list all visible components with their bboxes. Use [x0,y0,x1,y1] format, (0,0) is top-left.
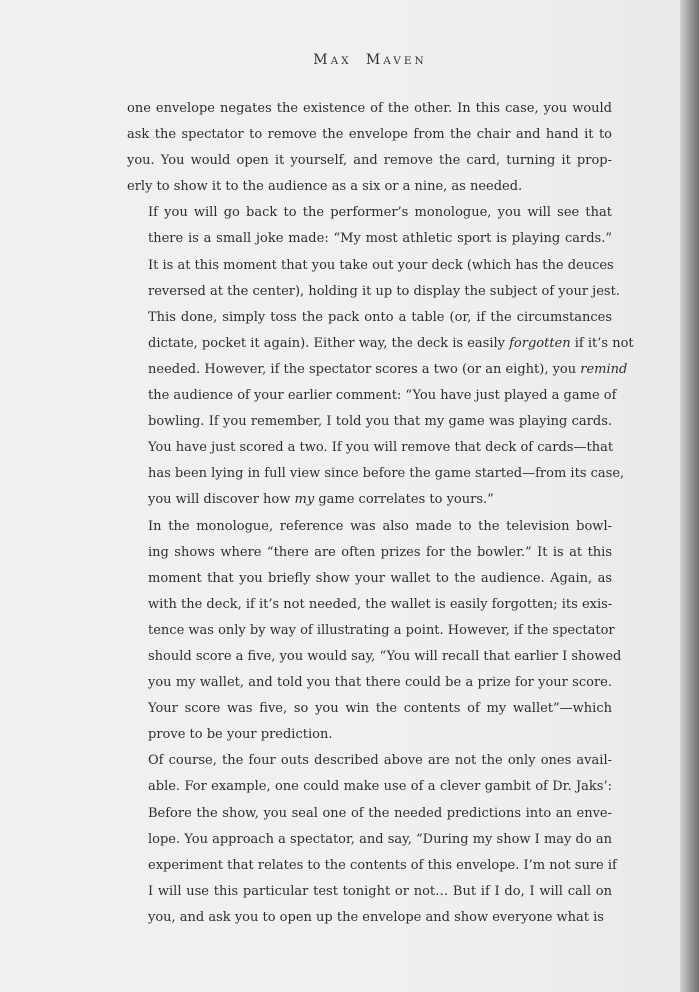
text-line [127,801,612,827]
text-segment: if it’s not [570,335,634,351]
text-segment: lope. You approach a spectator, and say, “During my show I may do an [148,831,612,847]
text-line [127,514,612,540]
text-line [127,331,634,357]
text-segment: the audience of your earlier comment: “You have just played a game of [148,388,617,404]
text-line [127,357,628,383]
text-line [127,644,622,670]
paragraph [127,96,612,200]
text-segment: you will discover how [148,492,295,508]
text-segment: ask the spectator to remove the envelope from the chair and hand it to [127,127,612,143]
text-line [127,827,612,853]
text-line [127,566,612,592]
text-segment: should score a five, you would say, “You will recall that earlier I showed [148,648,622,664]
text-segment: Your score was five, so you win the contents of my wallet”—which [148,701,612,717]
text-line [127,409,612,435]
page-edge-shadow [680,0,699,992]
paragraph [127,514,622,749]
text-segment: prove to be your prediction. [148,727,333,743]
text-segment: You have just scored a two. If you will remove that deck of cards—that [148,440,614,456]
text-segment: with the deck, if it’s not needed, the wallet is easily forgotten; its exis- [148,596,613,612]
body-text [127,96,634,931]
text-line [127,879,612,905]
text-segment: In the monologue, reference was also made to the television bowl- [148,518,612,534]
text-segment: you, and ask you to open up the envelope and show everyone what is [148,909,604,925]
paragraph [127,200,634,513]
text-segment: bowling. If you remember, I told you that my game was playing cards. [148,414,612,430]
text-line [127,253,612,279]
text-line [127,174,612,200]
text-segment: Before the show, you seal one of the needed predictions into an enve- [148,805,612,821]
text-segment: ing shows where “there are often prizes for the bowler.” It is at this [148,544,612,560]
text-segment: moment that you briefly show your wallet to the audience. Again, as [148,570,612,586]
text-line [127,696,612,722]
text-line [127,853,617,879]
running-head-rest-last: AVEN [383,55,427,67]
emphasis-text: remind [580,361,628,377]
text-line [127,200,612,226]
emphasis-text: forgotten [509,335,571,351]
text-line [127,670,612,696]
text-line [127,148,612,174]
text-line [127,487,612,513]
text-segment: erly to show it to the audience as a six or a nine, as needed. [127,179,523,195]
text-segment: there is a small joke made: “My most athletic sport is playing cards.” [148,231,612,247]
text-segment: If you will go back to the performer’s monologue, you will see that [148,205,612,221]
text-line [127,305,612,331]
text-segment: you. You would open it yourself, and remove the card, turning it prop- [127,153,612,169]
text-line [127,618,615,644]
text-segment: one envelope negates the existence of the other. In this case, you would [127,101,612,116]
text-line [127,592,612,618]
running-head [0,52,699,68]
text-line [127,905,612,931]
text-segment: It is at this moment that you take out your deck (which has the deuces [148,257,614,273]
text-line [127,748,612,774]
text-segment: you my wallet, and told you that there could be a prize for your score. [148,675,612,691]
text-segment: has been lying in full view since before the game started—from its case, [148,466,625,482]
running-head-initial-first: M [313,52,331,68]
running-head-initial-last: M [365,52,384,68]
paragraph [127,748,617,931]
text-line [127,279,620,305]
text-line [127,383,617,409]
text-line [127,461,625,487]
running-head-rest-first: AX [330,55,352,67]
text-segment: I will use this particular test tonight or not… But if I do, I will call on [148,883,612,899]
text-line [127,435,612,461]
text-segment: game correlates to yours.” [314,492,494,508]
text-line [127,540,612,566]
text-line [127,226,612,252]
text-line [127,774,612,800]
text-line [127,722,612,748]
text-segment: dictate, pocket it again). Either way, the deck is easily [148,335,510,351]
text-segment: needed. However, if the spectator scores a two (or an eight), you [148,361,581,377]
text-line [127,122,612,148]
text-segment: This done, simply toss the pack onto a table (or, if the circumstances [148,309,612,325]
text-line [127,96,612,122]
text-segment: able. For example, one could make use of a clever gambit of Dr. Jaks’: [148,779,612,795]
text-segment: reversed at the center), holding it up to display the subject of your jest. [148,283,620,299]
emphasis-text: my [294,492,315,508]
text-segment: Of course, the four outs described above are not the only ones avail- [148,753,612,769]
text-segment: experiment that relates to the contents of this envelope. I’m not sure if [148,857,617,873]
text-segment: tence was only by way of illustrating a point. However, if the spectator [148,622,615,638]
